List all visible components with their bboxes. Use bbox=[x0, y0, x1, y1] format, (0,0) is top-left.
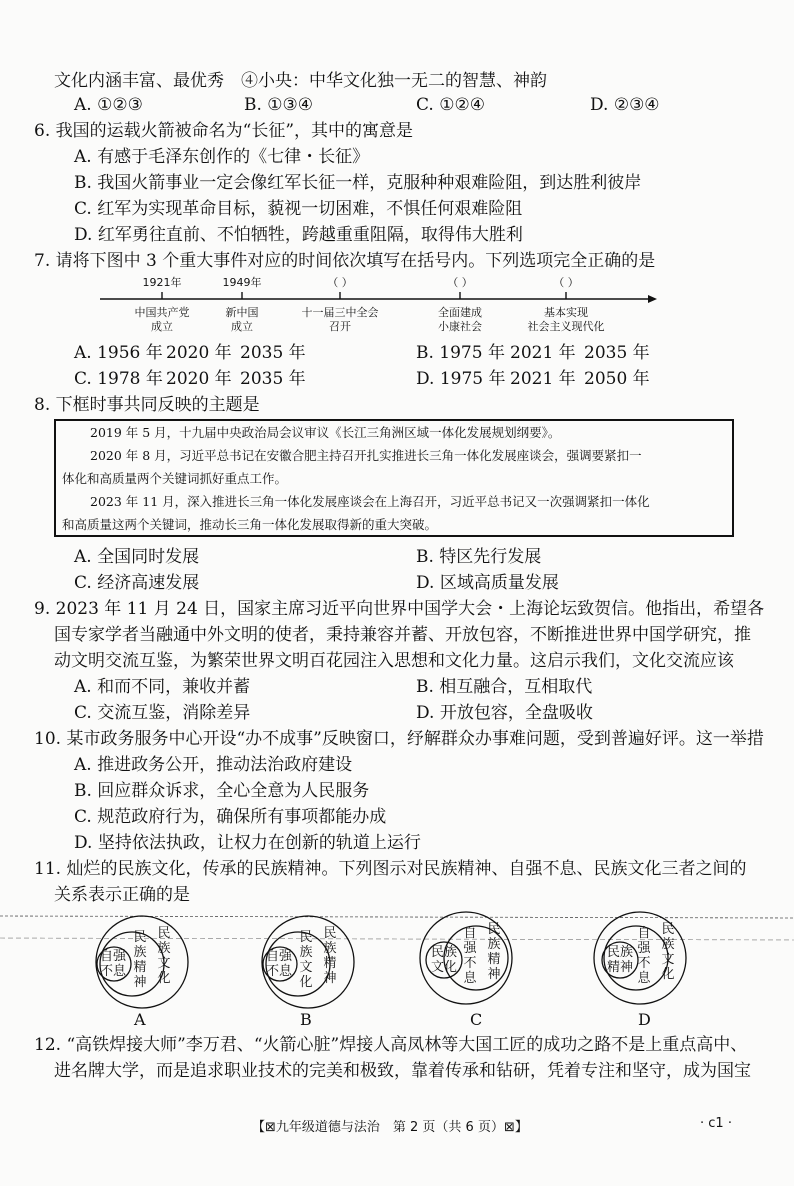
timeline-blank-1[interactable]: （ ） bbox=[327, 276, 353, 289]
q12-line-1: 12. “高铁焊接大师”李万君、“火箭心脏”焊接人高凤林等大国工匠的成功之路不是上重点高中、 bbox=[34, 1035, 748, 1055]
q7-option-b-1: B. 1975 年 bbox=[416, 343, 505, 363]
venn-d-middle: 自 强 不 息 bbox=[637, 926, 651, 986]
timeline-event-3: 十一届三中全会 召开 bbox=[301, 306, 379, 333]
timeline-year-2: 1949年 bbox=[222, 276, 262, 289]
q6-option-b[interactable]: B. 我国火箭事业一定会像红军长征一样，克服种种艰难险阻，到达胜利彼岸 bbox=[74, 173, 642, 193]
q7-option-d-1: D. 1975 年 bbox=[416, 369, 506, 389]
venn-d-outer: 民 族 文 化 bbox=[661, 922, 675, 982]
q9-line-3: 动文明交流互鉴，为繁荣世界文明百花园注入思想和文化力量。这启示我们，文化交流应该 bbox=[54, 651, 734, 671]
q8-news-box bbox=[54, 419, 734, 537]
venn-a-label: A bbox=[134, 1010, 146, 1029]
q8-box-line-5: 和高质量这两个关键词，推动长三角一体化发展取得新的重大突破。 bbox=[62, 517, 438, 532]
q6-stem: 6. 我国的运载火箭被命名为“长征”，其中的寓意是 bbox=[34, 121, 414, 141]
q6-option-c[interactable]: C. 红军为实现革命目标，藐视一切困难，不惧任何艰难险阻 bbox=[74, 199, 523, 219]
q8-stem: 8. 下框时事共同反映的主题是 bbox=[34, 395, 260, 415]
q6-option-d[interactable]: D. 红军勇往直前、不怕牺牲，跨越重重阻隔，取得伟大胜利 bbox=[74, 225, 523, 245]
timeline-axis bbox=[0, 0, 794, 340]
venn-d-inner: 民族 精神 bbox=[606, 945, 633, 975]
q8-option-b[interactable]: B. 特区先行发展 bbox=[416, 547, 542, 567]
q5-option-c[interactable]: C. ①②④ bbox=[416, 95, 485, 115]
venn-c-outer: 民 族 精 神 bbox=[487, 922, 501, 982]
q8-option-c[interactable]: C. 经济高速发展 bbox=[74, 573, 200, 593]
q9-line-2: 国专家学者当融通中外文明的使者，秉持兼容并蓄、开放包容，不断推进世界中国学研究，推 bbox=[54, 625, 751, 645]
venn-a-inner: 自强 不息 bbox=[99, 949, 126, 979]
venn-a-middle: 民 族 精 神 bbox=[133, 930, 147, 990]
q7-option-b-2: 2021 年 bbox=[510, 343, 576, 363]
q8-box-line-4: 2023 年 11 月，深入推进长三角一体化发展座谈会在上海召开，习近平总书记又一次强调紧扣一体化 bbox=[90, 494, 650, 509]
timeline-event-2: 新中国 成立 bbox=[225, 306, 259, 333]
q10-option-c[interactable]: C. 规范政府行为，确保所有事项都能办成 bbox=[74, 807, 387, 827]
venn-b-outer: 民 族 精 神 bbox=[323, 926, 337, 986]
q9-option-c[interactable]: C. 交流互鉴，消除差异 bbox=[74, 703, 251, 723]
timeline-blank-3[interactable]: （ ） bbox=[553, 276, 579, 289]
venn-c-middle: 自 强 不 息 bbox=[463, 926, 477, 986]
q7-timeline bbox=[0, 0, 794, 340]
q5-option-a[interactable]: A. ①②③ bbox=[74, 95, 143, 115]
q10-stem: 10. 某市政务服务中心开设“办不成事”反映窗口，纾解群众办事难问题，受到普遍好评。这一举措 bbox=[34, 729, 764, 749]
q7-stem: 7. 请将下图中 3 个重大事件对应的时间依次填写在括号内。下列选项完全正确的是 bbox=[34, 251, 656, 271]
q8-option-a[interactable]: A. 全国同时发展 bbox=[74, 547, 200, 567]
q10-option-b[interactable]: B. 回应群众诉求，全心全意为人民服务 bbox=[74, 781, 370, 801]
q7-option-c-2: 2020 年 bbox=[166, 369, 232, 389]
page-code: · c1 · bbox=[700, 1116, 732, 1131]
timeline-event-4: 全面建成 小康社会 bbox=[438, 306, 482, 333]
q8-option-d[interactable]: D. 区域高质量发展 bbox=[416, 573, 559, 593]
timeline-event-1: 中国共产党 成立 bbox=[134, 306, 190, 333]
q8-box-line-1: 2019 年 5 月，十九届中央政治局会议审议《长江三角洲区域一体化发展规划纲要》。 bbox=[90, 425, 561, 440]
venn-c-inner: 民族 文化 bbox=[430, 945, 457, 975]
q7-option-a-2: 2020 年 bbox=[166, 343, 232, 363]
q7-option-c-3: 2035 年 bbox=[240, 369, 306, 389]
venn-b-middle: 民 族 文 化 bbox=[299, 930, 313, 990]
venn-b-label: B bbox=[300, 1010, 312, 1029]
venn-a-outer: 民 族 文 化 bbox=[157, 926, 171, 986]
q7-option-a-1: A. 1956 年 bbox=[74, 343, 163, 363]
q5-option-b[interactable]: B. ①③④ bbox=[244, 95, 314, 115]
timeline-year-1: 1921年 bbox=[142, 276, 182, 289]
timeline-event-5: 基本实现 社会主义现代化 bbox=[527, 306, 605, 333]
venn-c-label: C bbox=[470, 1010, 483, 1029]
q7-option-b-3: 2035 年 bbox=[584, 343, 650, 363]
q6-option-a[interactable]: A. 有感于毛泽东创作的《七律・长征》 bbox=[74, 147, 370, 167]
q5-tail-line: 文化内涵丰富、最优秀 ④小央：中华文化独一无二的智慧、神韵 bbox=[54, 71, 547, 91]
q8-box-line-3: 体化和高质量两个关键词抓好重点工作。 bbox=[62, 471, 288, 486]
q7-option-c-1: C. 1978 年 bbox=[74, 369, 163, 389]
q10-option-d[interactable]: D. 坚持依法执政，让权力在创新的轨道上运行 bbox=[74, 833, 421, 853]
timeline-blank-2[interactable]: （ ） bbox=[447, 276, 473, 289]
q12-line-2: 进名牌大学，而是追求职业技术的完美和极致，靠着传承和钻研，凭着专注和坚守，成为国宝 bbox=[54, 1061, 751, 1081]
q8-box-line-2: 2020 年 8 月，习近平总书记在安徽合肥主持召开扎实推进长三角一体化发展座谈会，强调要紧扣一 bbox=[90, 448, 642, 463]
q9-option-d[interactable]: D. 开放包容，全盘吸收 bbox=[416, 703, 593, 723]
q7-option-d-3: 2050 年 bbox=[584, 369, 650, 389]
q7-option-d-2: 2021 年 bbox=[510, 369, 576, 389]
venn-b-inner: 自强 不息 bbox=[265, 949, 292, 979]
venn-d-label: D bbox=[638, 1010, 651, 1029]
q11-line-1: 11. 灿烂的民族文化，传承的民族精神。下列图示对民族精神、自强不息、民族文化三者之间的 bbox=[34, 859, 747, 879]
page-footer: 【⊠九年级道德与法治 第 2 页（共 6 页）⊠】 bbox=[252, 1120, 528, 1135]
q10-option-a[interactable]: A. 推进政务公开，推动法治政府建设 bbox=[74, 755, 353, 775]
q11-line-2: 关系表示正确的是 bbox=[54, 885, 190, 905]
q9-line-1: 9. 2023 年 11 月 24 日，国家主席习近平向世界中国学大会・上海论坛致贺信。他指出，希望各 bbox=[34, 599, 765, 619]
q7-option-a-3: 2035 年 bbox=[240, 343, 306, 363]
q9-option-a[interactable]: A. 和而不同，兼收并蓄 bbox=[74, 677, 251, 697]
q5-option-d[interactable]: D. ②③④ bbox=[590, 95, 660, 115]
q9-option-b[interactable]: B. 相互融合，互相取代 bbox=[416, 677, 593, 697]
